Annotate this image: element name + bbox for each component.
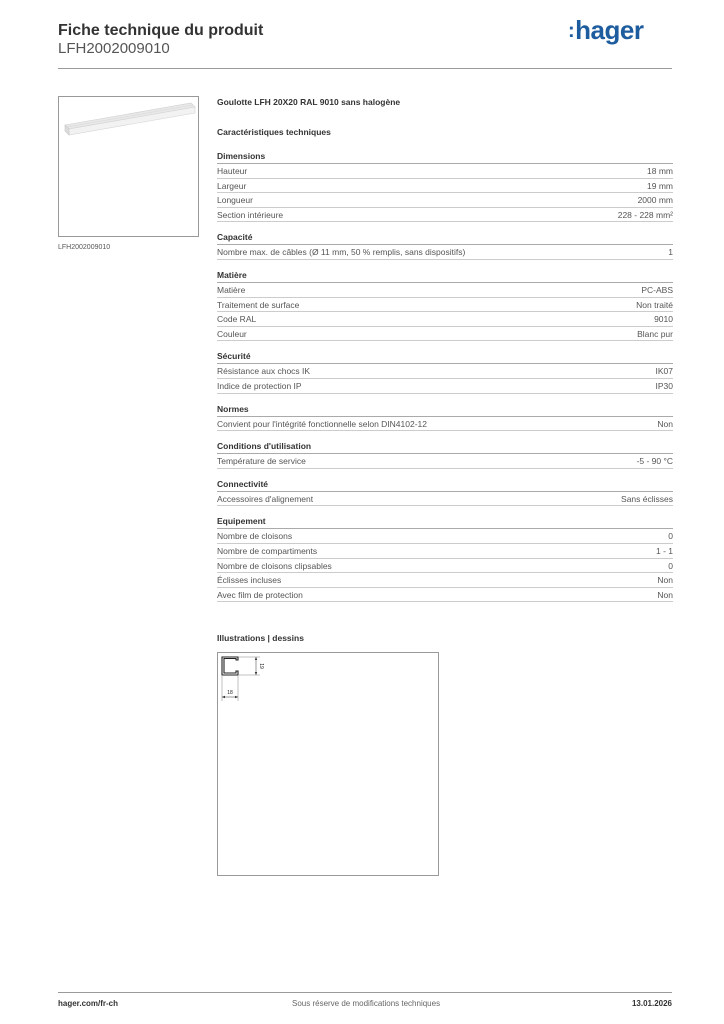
page-title: Fiche technique du produit xyxy=(58,22,264,39)
spec-row xyxy=(217,208,673,223)
footer-website-link[interactable]: hager.com/fr-ch xyxy=(58,999,119,1008)
spec-section xyxy=(217,150,673,222)
spec-row xyxy=(217,245,673,260)
spec-label: Nombre max. de câbles (Ø 11 mm, 50 % remplis, sans dispositifs) xyxy=(217,247,466,258)
spec-section xyxy=(217,350,673,393)
spec-label: Nombre de compartiments xyxy=(217,545,318,556)
spec-value: Blanc pur xyxy=(637,328,673,339)
cross-section-drawing xyxy=(218,653,438,875)
spec-label: Accessoires d'alignement xyxy=(217,493,314,504)
spec-row xyxy=(217,193,673,208)
spec-value: Sans éclisses xyxy=(621,493,673,504)
spec-value: 0 xyxy=(668,531,673,542)
section-title: Equipement xyxy=(217,515,673,529)
spec-value: 9010 xyxy=(654,314,673,325)
spec-row xyxy=(217,417,673,432)
section-title: Sécurité xyxy=(217,350,673,364)
spec-row xyxy=(217,312,673,327)
spec-value: 2000 mm xyxy=(637,195,673,206)
spec-label: Couleur xyxy=(217,328,247,339)
hager-logo xyxy=(568,15,643,46)
section-title: Dimensions xyxy=(217,150,673,164)
spec-label: Matière xyxy=(217,284,246,295)
spec-row xyxy=(217,364,673,379)
spec-value: Non xyxy=(657,418,673,429)
height-dimension-label: 19 xyxy=(258,663,264,669)
spec-value: Non xyxy=(657,589,673,600)
spec-label: Résistance aux chocs IK xyxy=(217,366,311,377)
spec-label: Éclisses incluses xyxy=(217,575,282,586)
spec-label: Avec film de protection xyxy=(217,589,303,600)
spec-row xyxy=(217,379,673,394)
spec-value: 18 mm xyxy=(647,166,673,176)
spec-row xyxy=(217,559,673,574)
footer-date: 13.01.2026 xyxy=(631,999,672,1008)
spec-label: Hauteur xyxy=(217,166,248,176)
spec-section xyxy=(217,478,673,507)
section-title: Connectivité xyxy=(217,478,673,492)
spec-value: Non traité xyxy=(636,299,673,310)
spec-row xyxy=(217,492,673,507)
image-caption: LFH2002009010 xyxy=(58,244,111,251)
section-title: Normes xyxy=(217,403,673,417)
spec-label: Température de service xyxy=(217,456,306,467)
spec-section xyxy=(217,440,673,469)
footer-divider xyxy=(58,992,672,993)
spec-row xyxy=(217,454,673,469)
technical-drawing xyxy=(217,652,439,876)
section-title: Conditions d'utilisation xyxy=(217,440,673,454)
spec-value: 0 xyxy=(668,560,673,571)
spec-section xyxy=(217,515,673,602)
product-image xyxy=(58,96,199,237)
spec-label: Section intérieure xyxy=(217,209,284,220)
spec-label: Indice de protection IP xyxy=(217,380,302,391)
spec-label: Convient pour l'intégrité fonctionnelle selon DIN4102-12 xyxy=(217,418,428,429)
spec-value: IK07 xyxy=(655,366,673,377)
tech-characteristics-title: Caractéristiques techniques xyxy=(217,127,331,137)
spec-label: Traitement de surface xyxy=(217,299,300,310)
logo-text: hager xyxy=(575,15,644,45)
logo-dots: : xyxy=(568,20,575,42)
product-reference: LFH2002009010 xyxy=(58,40,170,57)
spec-section xyxy=(217,269,673,341)
spec-row xyxy=(217,179,673,194)
spec-row xyxy=(217,327,673,342)
spec-row xyxy=(217,298,673,313)
section-title: Matière xyxy=(217,269,673,283)
footer-disclaimer: Sous réserve de modifications techniques xyxy=(292,999,441,1008)
spec-label: Nombre de cloisons clipsables xyxy=(217,560,332,571)
spec-row xyxy=(217,164,673,179)
section-title: Capacité xyxy=(217,231,673,245)
spec-value: 228 - 228 mm² xyxy=(617,209,673,220)
spec-label: Longueur xyxy=(217,195,253,206)
spec-section xyxy=(217,403,673,432)
cable-duct-image xyxy=(59,97,198,236)
spec-row xyxy=(217,283,673,298)
spec-row xyxy=(217,588,673,603)
spec-label: Nombre de cloisons xyxy=(217,531,293,542)
header-divider xyxy=(58,68,672,69)
spec-row xyxy=(217,529,673,544)
spec-value: 1 xyxy=(668,247,673,258)
spec-value: Non xyxy=(657,575,673,586)
spec-row xyxy=(217,544,673,559)
product-name: Goulotte LFH 20X20 RAL 9010 sans halogène xyxy=(217,97,401,107)
spec-value: 1 - 1 xyxy=(655,545,673,556)
illustrations-title: Illustrations | dessins xyxy=(217,633,304,643)
specifications xyxy=(217,96,673,611)
spec-value: 19 mm xyxy=(647,180,673,191)
spec-section xyxy=(217,231,673,260)
spec-value: IP30 xyxy=(655,380,673,391)
spec-value: -5 - 90 °C xyxy=(636,456,673,467)
spec-sections xyxy=(217,150,673,602)
spec-row xyxy=(217,573,673,588)
width-dimension-label: 18 xyxy=(227,690,233,696)
spec-label: Code RAL xyxy=(217,314,257,325)
spec-value: PC-ABS xyxy=(641,284,673,295)
spec-label: Largeur xyxy=(217,180,247,191)
